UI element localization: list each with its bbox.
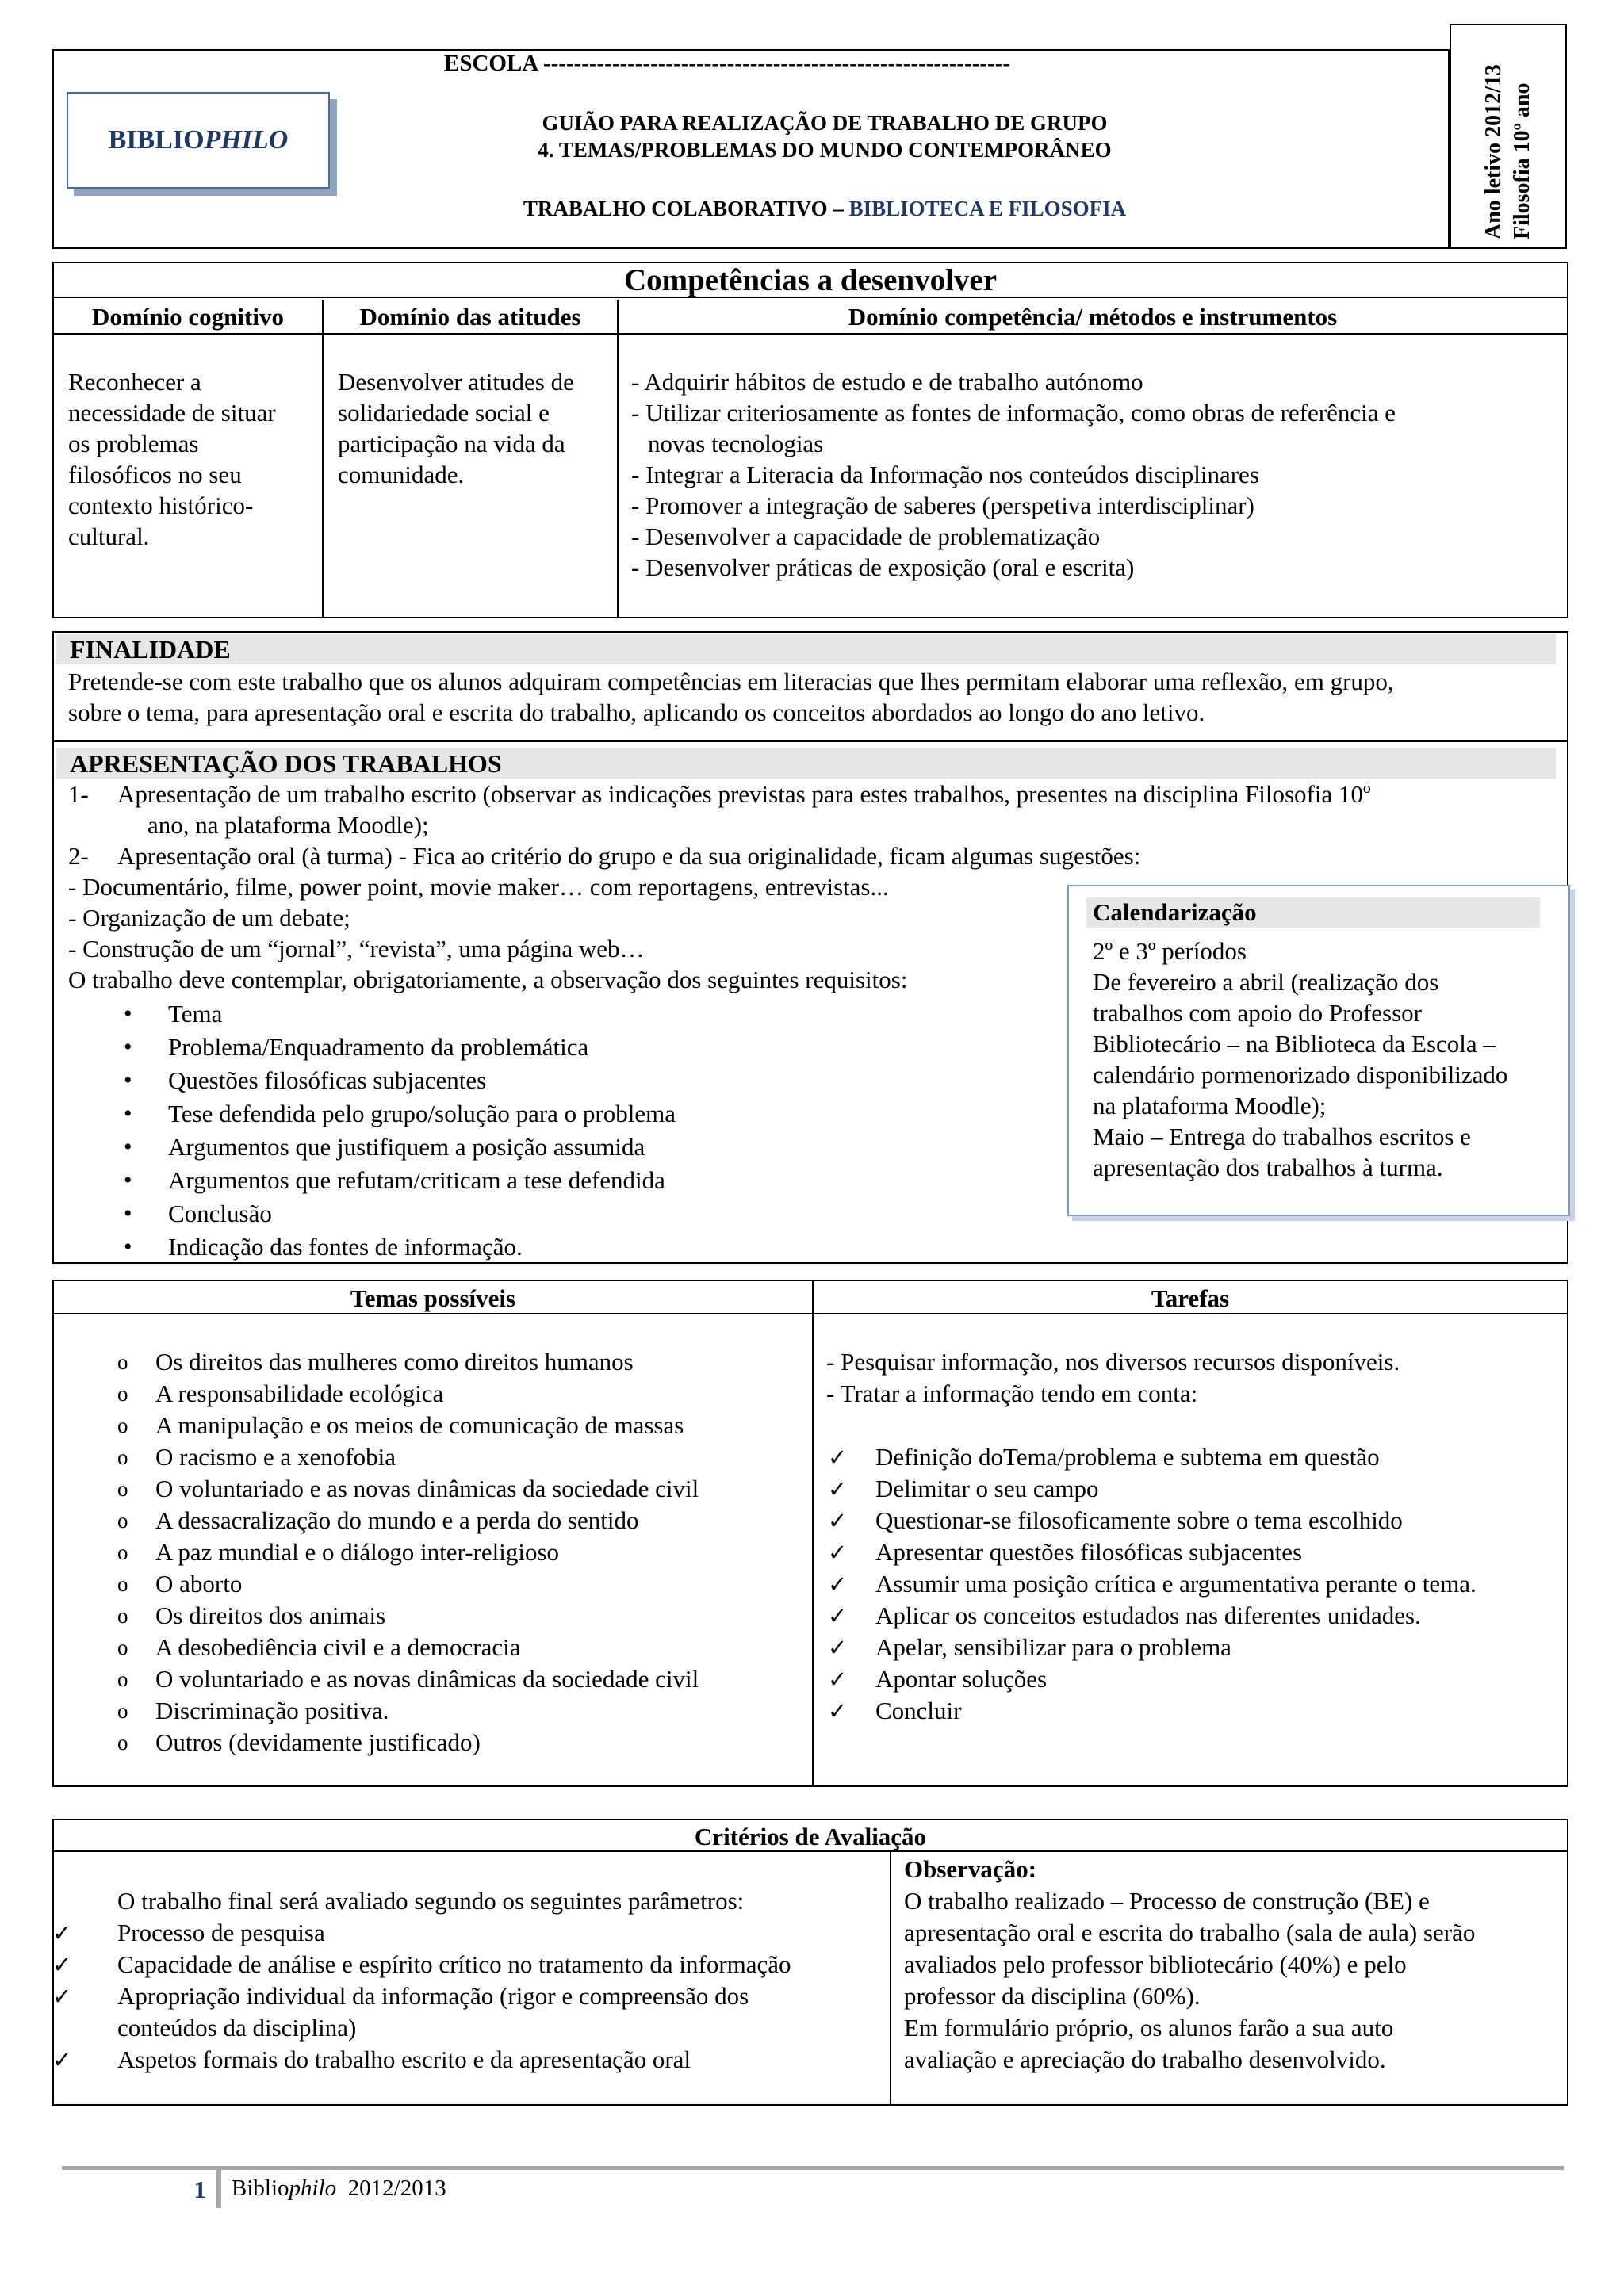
list-item: o O aborto — [54, 1568, 807, 1600]
atitudes-line: participação na vida da — [338, 430, 565, 457]
metodos-line: - Integrar a Literacia da Informação nos conteúdos disciplinares — [631, 461, 1259, 488]
apresentacao-title — [56, 748, 1556, 779]
apresentacao-title-text: APRESENTAÇÃO DOS TRABALHOS — [70, 749, 502, 778]
criterios-list — [52, 1917, 890, 2076]
competencias-title: Competências a desenvolver — [623, 263, 998, 297]
criterios-divider — [890, 1852, 891, 2104]
finalidade-title — [56, 634, 1556, 664]
list-item: o Outros (devidamente justificado) — [54, 1727, 807, 1758]
list-item: • Argumentos que justifiquem a posição assumida — [68, 1131, 1020, 1164]
metodos-line: novas tecnologias — [648, 430, 824, 457]
observacao-line: avaliados pelo professor bibliotecário (40%) e pelo — [904, 1950, 1407, 1978]
list-item: ✓ Apropriação individual da informação (rigor e compreensão dos — [52, 1980, 890, 2012]
calendar-line: apresentação dos trabalhos à turma. — [1093, 1154, 1443, 1181]
page-number-text: 1 — [193, 2175, 206, 2203]
calendar-line: 2º e 3º períodos — [1093, 937, 1247, 965]
list-item: o O racismo e a xenofobia — [54, 1441, 807, 1473]
footer-brand-suffix: philo — [289, 2175, 337, 2201]
col-cognitivo-header — [54, 301, 322, 333]
atitudes-line: Desenvolver atitudes de — [338, 368, 574, 396]
item-text: Apresentação de um trabalho escrito (observar as indicações previstas para estes trabalhos, presentes na disciplina Filosofia 10º — [117, 780, 1371, 808]
footer-brand — [232, 2175, 446, 2202]
page-number — [182, 2175, 206, 2204]
year-vertical — [1469, 35, 1548, 239]
metodos-line: - Adquirir hábitos de estudo e de trabalho autónomo — [631, 368, 1143, 396]
col-metodos-header — [619, 301, 1567, 333]
collab-title — [428, 195, 1221, 222]
suggestion-line: - Organização de um debate; — [68, 904, 350, 932]
observacao-line: O trabalho realizado – Processo de construção (BE) e — [904, 1887, 1430, 1915]
cognitivo-line: Reconhecer a — [68, 368, 201, 396]
list-item: o A responsabilidade ecológica — [54, 1378, 807, 1410]
calendarizacao-title-text: Calendarização — [1093, 898, 1257, 926]
col-atitudes-label: Domínio das atitudes — [359, 303, 581, 331]
logo-prefix: BIBLIO — [108, 125, 205, 155]
requirements-list — [68, 997, 1020, 1264]
list-item: ✓ Apresentar questões filosóficas subjacentes — [814, 1536, 1567, 1568]
list-item: o Os direitos das mulheres como direitos humanos — [54, 1346, 807, 1378]
list-item: ✓ Delimitar o seu campo — [814, 1473, 1567, 1505]
temas-list — [54, 1346, 807, 1758]
footer-rule — [62, 2166, 1564, 2170]
suggestion-line: - Construção de um “jornal”, “revista”, uma página web… — [68, 935, 645, 962]
col-cognitivo-label: Domínio cognitivo — [92, 303, 284, 331]
observacao-title: Observação: — [904, 1855, 1037, 1883]
finalidade-divider — [54, 740, 1567, 742]
atitudes-line: solidariedade social e — [338, 399, 550, 427]
list-item: o Os direitos dos animais — [54, 1600, 807, 1632]
subject-label: Filosofia 10º ano — [1510, 82, 1534, 239]
list-item: • Tema — [68, 997, 1020, 1031]
temas-header-label: Temas possíveis — [350, 1284, 516, 1312]
footer-year: 2012/2013 — [347, 2175, 446, 2201]
observacao-cell — [904, 1854, 1562, 2076]
list-item: ✓ Aspetos formais do trabalho escrito e da apresentação oral — [52, 2044, 890, 2076]
list-item: o O voluntariado e as novas dinâmicas da sociedade civil — [54, 1473, 807, 1505]
tarefas-header-label: Tarefas — [1151, 1284, 1230, 1312]
calendar-line: trabalhos com apoio do Professor — [1093, 999, 1422, 1027]
list-item: • Indicação das fontes de informação. — [68, 1230, 1020, 1264]
tarefas-intro — [826, 1346, 1564, 1410]
col-atitudes-header — [324, 301, 617, 333]
finalidade-text — [68, 666, 1559, 728]
metodos-line: - Promover a integração de saberes (perspetiva interdisciplinar) — [631, 492, 1254, 519]
list-item-cont: conteúdos da disciplina) — [117, 2014, 357, 2042]
logo-suffix: PHILO — [204, 125, 289, 155]
list-item: ✓ Definição doTema/problema e subtema em questão — [814, 1441, 1567, 1473]
observacao-line: professor da disciplina (60%). — [904, 1982, 1201, 2010]
list-item: • Problema/Enquadramento da problemática — [68, 1031, 1020, 1064]
metodos-line: - Desenvolver a capacidade de problematização — [631, 522, 1101, 550]
list-item: • Argumentos que refutam/criticam a tese defendida — [68, 1164, 1020, 1197]
observacao-line: apresentação oral e escrita do trabalho (sala de aula) serão — [904, 1919, 1476, 1946]
school-line — [444, 51, 1237, 77]
list-item: ✓ Concluir — [814, 1695, 1567, 1727]
tarefas-list — [814, 1441, 1567, 1727]
apresentacao-item-1-cont: ano, na plataforma Moodle); — [147, 811, 429, 839]
calendar-line: na plataforma Moodle); — [1093, 1092, 1327, 1119]
collab-prefix: TRABALHO COLABORATIVO – — [523, 197, 849, 220]
list-item: • Questões filosóficas subjacentes — [68, 1064, 1020, 1097]
cognitivo-line: os problemas — [68, 430, 199, 457]
calendarizacao-text — [1093, 936, 1568, 1183]
metodos-line: - Desenvolver práticas de exposição (oral e escrita) — [631, 553, 1135, 581]
footer-brand-prefix: Biblio — [232, 2175, 289, 2201]
criterios-title: Critérios de Avaliação — [694, 1823, 927, 1850]
calendarizacao-box — [1067, 885, 1570, 1216]
finalidade-line: sobre o tema, para apresentação oral e escrita do trabalho, aplicando os conceitos abordados ao longo do ano letivo. — [68, 698, 1205, 726]
guide-title-text: GUIÃO PARA REALIZAÇÃO DE TRABALHO DE GRUPO — [542, 111, 1108, 135]
atitudes-cell — [324, 366, 617, 490]
cognitivo-line: contexto histórico- — [68, 492, 254, 519]
col-metodos-label: Domínio competência/ métodos e instrumentos — [848, 303, 1338, 331]
calendarizacao-title — [1086, 897, 1540, 928]
cognitivo-cell — [54, 366, 322, 552]
year-label: Ano letivo 2012/13 — [1481, 64, 1506, 239]
tarefas-header — [814, 1283, 1567, 1314]
theme-title-text: 4. TEMAS/PROBLEMAS DO MUNDO CONTEMPORÂNEO — [538, 138, 1112, 162]
school-label: ESCOLA ------------------------------------------------------------- — [444, 51, 1010, 76]
list-item: ✓ Questionar-se filosoficamente sobre o tema escolhido — [814, 1505, 1567, 1536]
item-text: Apresentação oral (à turma) - Fica ao critério do grupo e da sua originalidade, ficam algumas sugestões: — [117, 842, 1141, 870]
cognitivo-line: filosóficos no seu — [68, 461, 242, 488]
tarefas-intro-line: - Tratar a informação tendo em conta: — [826, 1380, 1198, 1407]
list-item: • Conclusão — [68, 1197, 1020, 1230]
suggestion-line: - Documentário, filme, power point, movie maker… com reportagens, entrevistas... — [68, 873, 889, 901]
apresentacao-item-2 — [68, 840, 1559, 871]
atitudes-line: comunidade. — [338, 461, 465, 488]
apresentacao-item-1 — [68, 779, 1559, 809]
cognitivo-line: necessidade de situar — [68, 399, 276, 427]
list-item: o Discriminação positiva. — [54, 1695, 807, 1727]
list-item: o A paz mundial e o diálogo inter-religioso — [54, 1536, 807, 1568]
list-item: ✓ Processo de pesquisa — [52, 1917, 890, 1949]
collab-highlight: BIBLIOTECA E FILOSOFIA — [848, 197, 1127, 220]
calendar-line: Maio – Entrega do trabalhos escritos e — [1093, 1123, 1471, 1150]
observacao-line: Em formulário próprio, os alunos farão a sua auto — [904, 2014, 1394, 2042]
footer-separator — [216, 2170, 221, 2208]
cognitivo-line: cultural. — [68, 522, 150, 550]
calendar-line: Bibliotecário – na Biblioteca da Escola – — [1093, 1030, 1496, 1058]
item-number: 1- — [68, 780, 89, 808]
item-number: 2- — [68, 842, 89, 870]
list-item: ✓ Capacidade de análise e espírito crítico no tratamento da informação — [52, 1949, 890, 1980]
finalidade-line: Pretende-se com este trabalho que os alunos adquiram competências em literacias que lhes permitam elaborar uma reflexão, em grupo, — [68, 668, 1394, 695]
list-item: o A dessacralização do mundo e a perda do sentido — [54, 1505, 807, 1536]
guide-title — [428, 109, 1221, 163]
list-item: o A manipulação e os meios de comunicação de massas — [54, 1410, 807, 1441]
requirements-intro: O trabalho deve contemplar, obrigatoriamente, a observação dos seguintes requisitos: — [68, 966, 908, 993]
logo — [67, 92, 330, 189]
finalidade-title-text: FINALIDADE — [70, 635, 231, 664]
competencias-title-row — [54, 263, 1567, 298]
list-item: ✓ Assumir uma posição crítica e argumentativa perante o tema. — [814, 1568, 1567, 1600]
list-item: o A desobediência civil e a democracia — [54, 1632, 807, 1663]
observacao-line: avaliação e apreciação do trabalho desenvolvido. — [904, 2045, 1386, 2073]
criterios-intro-text: O trabalho final será avaliado segundo os seguintes parâmetros: — [117, 1887, 745, 1915]
criterios-intro — [117, 1885, 879, 1917]
metodos-cell — [619, 366, 1567, 583]
list-item: • Tese defendida pelo grupo/solução para o problema — [68, 1097, 1020, 1131]
calendar-line: calendário pormenorizado disponibilizado — [1093, 1061, 1508, 1089]
criterios-header — [54, 1821, 1567, 1853]
list-item: ✓ Apontar soluções — [814, 1663, 1567, 1695]
tarefas-intro-line: - Pesquisar informação, nos diversos recursos disponíveis. — [826, 1348, 1400, 1376]
metodos-line: - Utilizar criteriosamente as fontes de informação, como obras de referência e — [631, 399, 1396, 427]
temas-header — [54, 1283, 812, 1314]
calendar-line: De fevereiro a abril (realização dos — [1093, 968, 1439, 996]
list-item: o O voluntariado e as novas dinâmicas da sociedade civil — [54, 1663, 807, 1695]
list-item: ✓ Apelar, sensibilizar para o problema — [814, 1632, 1567, 1663]
list-item: ✓ Aplicar os conceitos estudados nas diferentes unidades. — [814, 1600, 1567, 1632]
